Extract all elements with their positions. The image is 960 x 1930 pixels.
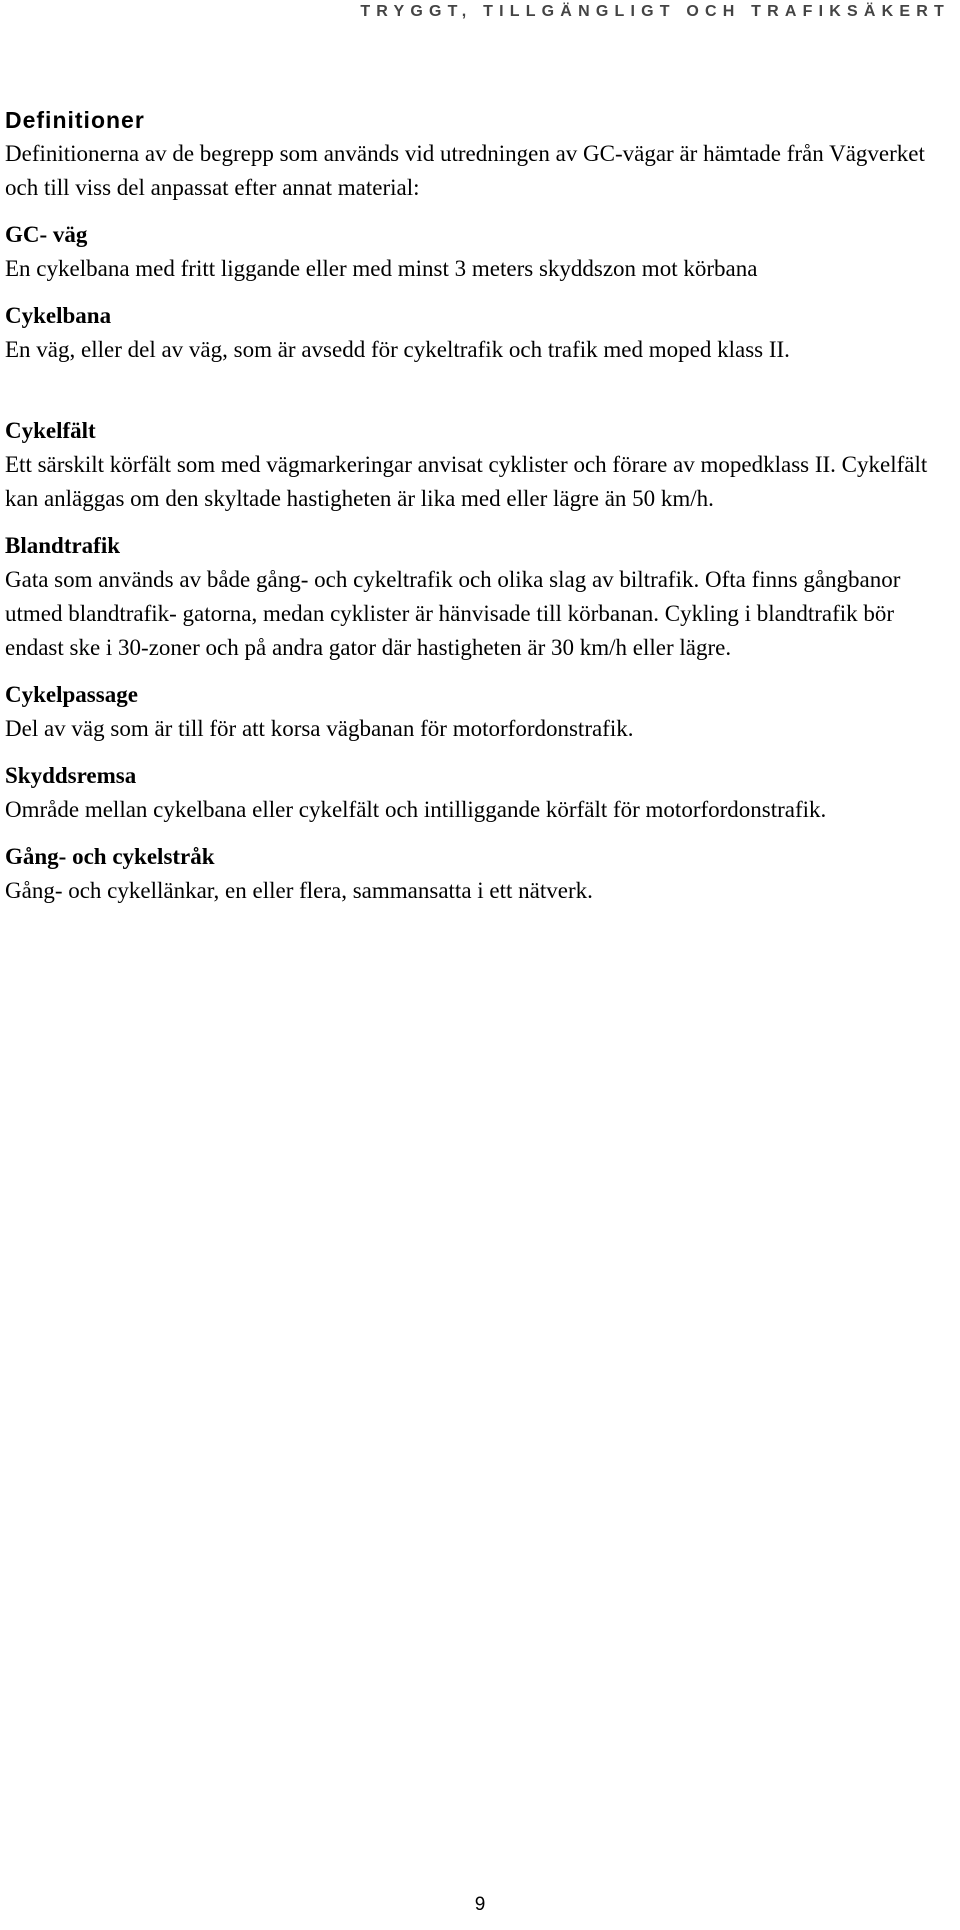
definition-description: Gata som används av både gång- och cykeltrafik och olika slag av biltrafik. Ofta finns gångbanor utmed blandtrafik- gatorna, medan cyklister är hänvisade till körbanan. Cykling i blandtrafik bör endast ske i 30-zoner och på andra gator där hastigheten är 30 km/h eller lägre. [5, 567, 901, 660]
definition-term: Cykelpassage [5, 682, 138, 707]
definition-description: Område mellan cykelbana eller cykelfält och intilliggande körfält för motorfordonstrafik. [5, 797, 827, 822]
document-body [5, 103, 955, 908]
definition-term: Blandtrafik [5, 533, 121, 558]
definition-blandtrafik [5, 529, 955, 665]
definition-description: Del av väg som är till för att korsa vägbanan för motorfordonstrafik. [5, 716, 634, 741]
section-heading: Definitioner [5, 107, 145, 133]
definition-description: Gång- och cykellänkar, en eller flera, sammansatta i ett nätverk. [5, 878, 593, 903]
definition-gang-och-cykelstrak [5, 840, 955, 908]
definition-term: Skyddsremsa [5, 763, 137, 788]
definition-description: En cykelbana med fritt liggande eller med minst 3 meters skyddszon mot körbana [5, 256, 758, 281]
intro-paragraph: Definitionerna av de begrepp som används vid utredningen av GC-vägar är hämtade från Vägverket och till viss del anpassat efter annat material: [5, 141, 925, 200]
definition-term: Cykelbana [5, 303, 112, 328]
definition-description: En väg, eller del av väg, som är avsedd för cykeltrafik och trafik med moped klass II. [5, 337, 790, 362]
definition-gc-vag [5, 218, 955, 286]
definition-description: Ett särskilt körfält som med vägmarkeringar anvisat cyklister och förare av mopedklass II. Cykelfält kan anläggas om den skyltade hastigheten är lika med eller lägre än 50 km/h. [5, 452, 928, 511]
definition-term: Cykelfält [5, 418, 96, 443]
definition-term: GC- väg [5, 222, 88, 247]
definition-term: Gång- och cykelstråk [5, 844, 215, 869]
running-header: TRYGGT, TILLGÄNGLIGT OCH TRAFIKSÄKERT [360, 3, 950, 20]
page-number: 9 [474, 1894, 486, 1915]
definition-skyddsremsa [5, 759, 955, 827]
definition-cykelfalt [5, 414, 955, 516]
definition-cykelpassage [5, 678, 955, 746]
definition-cykelbana [5, 299, 955, 367]
